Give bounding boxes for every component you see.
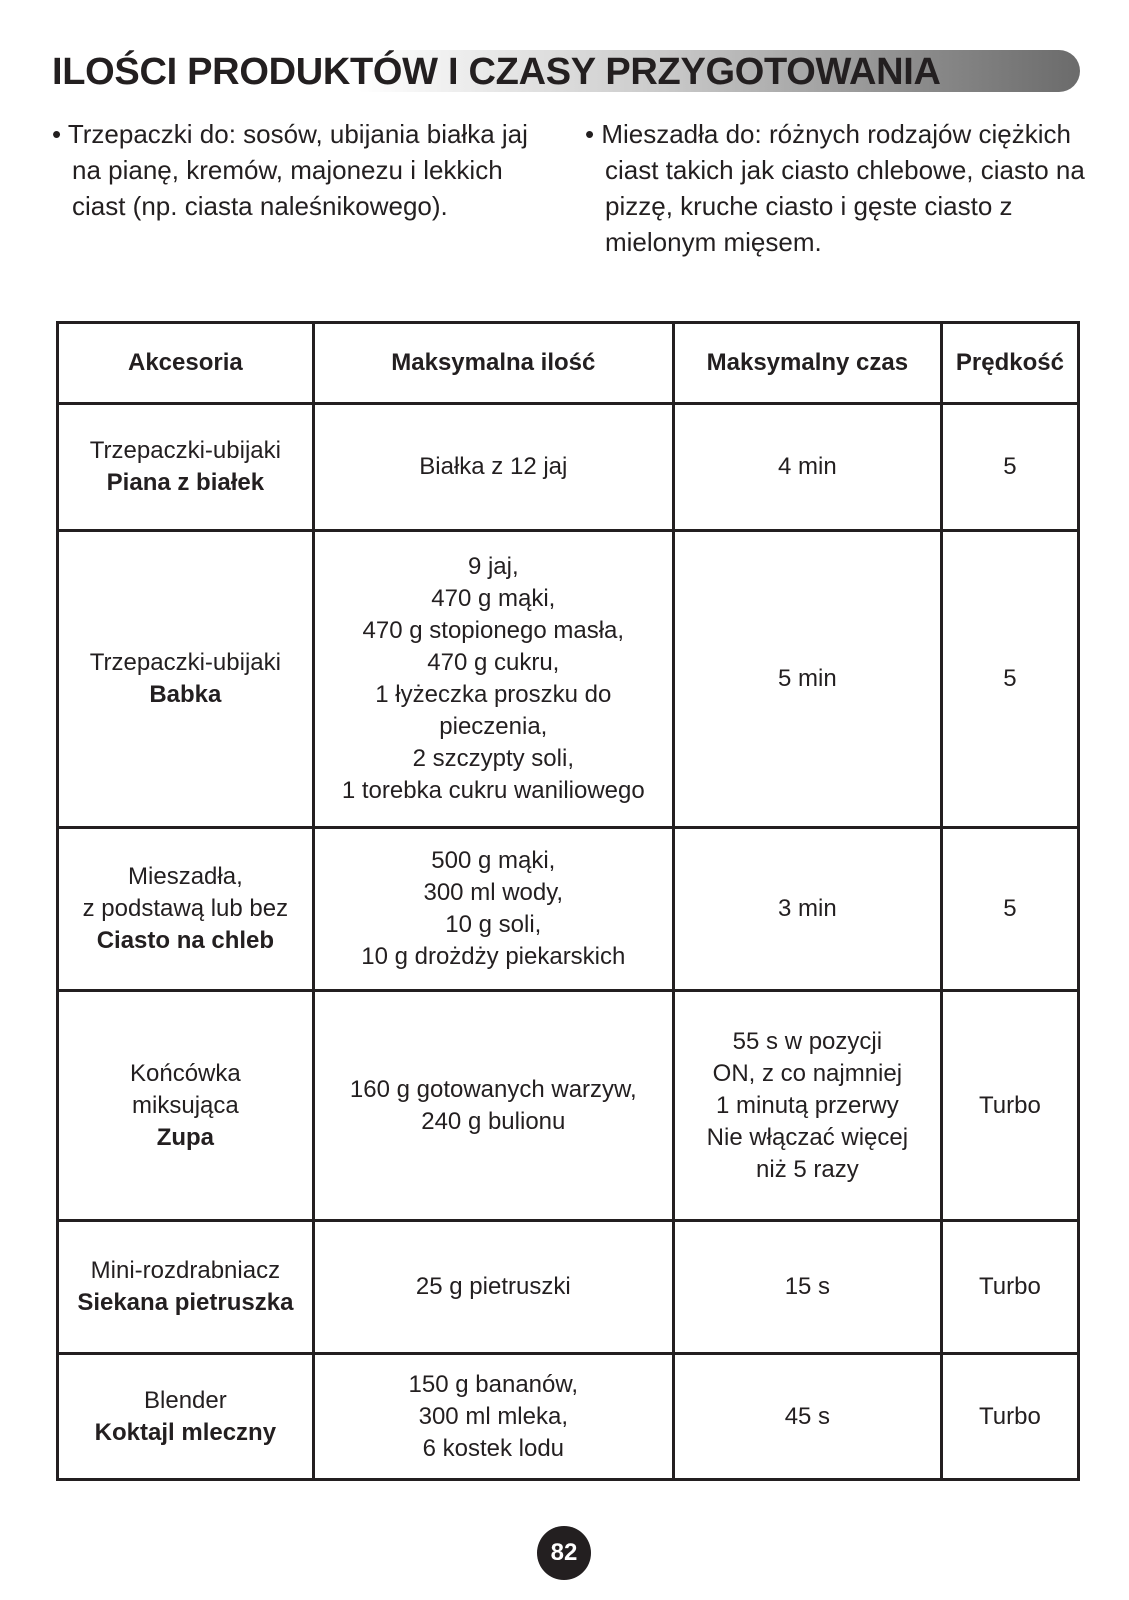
cell-line: 55 s w pozycji (732, 1027, 883, 1055)
cell-quantity (313, 1221, 673, 1354)
cell-line: 1 minutą przerwy (716, 1091, 899, 1119)
cell-line: 15 s (784, 1273, 831, 1300)
cell-line: 470 g mąki, (431, 585, 556, 612)
cell-line: niż 5 razy (756, 1155, 859, 1183)
cell-line: pieczenia, (439, 713, 548, 740)
cell-time (673, 828, 941, 991)
intro-kneaders (585, 116, 1085, 260)
table-row (58, 991, 1079, 1221)
cell-line: 500 g mąki, (431, 847, 556, 874)
table-header-row (58, 323, 1079, 404)
header-max-time: Maksymalny czas (673, 323, 941, 404)
cell-speed: Turbo (941, 1354, 1078, 1480)
table-row (58, 404, 1079, 531)
cell-line: 10 g drożdży piekarskich (361, 943, 626, 970)
recipe-name: Siekana pietruszka (77, 1289, 294, 1316)
cell-accessory (58, 991, 314, 1221)
cell-line: 160 g gotowanych warzyw, (349, 1075, 637, 1103)
cell-accessory (58, 1221, 314, 1354)
table-body (58, 404, 1079, 1480)
recipe-name: Ciasto na chleb (96, 927, 275, 954)
table-row (58, 828, 1079, 991)
cell-quantity (313, 991, 673, 1221)
cell-line: 10 g soli, (445, 911, 542, 938)
cell-speed: 5 (941, 531, 1078, 828)
cell-line: 9 jaj, (467, 553, 519, 580)
page-title: ILOŚCI PRODUKTÓW I CZASY PRZYGOTOWANIA (52, 51, 941, 93)
intro-whisks (52, 116, 542, 224)
cell-quantity (313, 531, 673, 828)
cell-line: 1 torebka cukru waniliowego (341, 777, 645, 804)
recipe-name: Zupa (156, 1123, 215, 1151)
header-max-quantity: Maksymalna ilość (313, 323, 673, 404)
cell-line: 5 min (778, 665, 837, 692)
cell-line: ON, z co najmniej (712, 1059, 903, 1087)
cell-line: Nie włączać więcej (706, 1123, 909, 1151)
cell-speed: Turbo (941, 1221, 1078, 1354)
cell-quantity (313, 404, 673, 531)
cell-line: Białka z 12 jaj (419, 453, 568, 480)
cell-accessory (58, 404, 314, 531)
cell-line: Mini-rozdrabniacz (90, 1257, 281, 1284)
cell-line: 300 ml wody, (423, 879, 564, 906)
recipe-name: Babka (149, 681, 222, 708)
cell-speed: 5 (941, 404, 1078, 531)
cell-line: 25 g pietruszki (415, 1273, 571, 1300)
cell-line: Mieszadła, (128, 863, 243, 890)
intro-kneaders-text: • Mieszadła do: różnych rodzajów ciężkich ciast takich jak ciasto chlebowe, ciasto na pizzę, kruche ciasto i gęste ciasto z mielonym mięsem. (585, 119, 1085, 257)
cell-line: 470 g stopionego masła, (362, 617, 625, 644)
cell-line: 470 g cukru, (427, 649, 560, 676)
cell-line: 6 kostek lodu (422, 1434, 565, 1462)
table-row (58, 1221, 1079, 1354)
table-row (58, 1354, 1079, 1480)
cell-line: miksująca (132, 1091, 239, 1119)
cell-line: 1 łyżeczka proszku do (375, 681, 612, 708)
cell-line: 2 szczypty soli, (412, 745, 574, 772)
quantities-table (56, 321, 1080, 1481)
recipe-name: Piana z białek (106, 469, 265, 496)
cell-quantity (313, 828, 673, 991)
cell-time (673, 1354, 941, 1480)
cell-line: Blender (144, 1386, 227, 1414)
cell-accessory (58, 531, 314, 828)
header-accessory: Akcesoria (58, 323, 314, 404)
cell-speed: Turbo (941, 991, 1078, 1221)
cell-line: Trzepaczki-ubijaki (89, 649, 281, 676)
cell-line: z podstawą lub bez (82, 895, 289, 922)
cell-quantity (313, 1354, 673, 1480)
cell-line: 150 g bananów, (408, 1370, 579, 1398)
cell-line: 240 g bulionu (421, 1107, 566, 1135)
cell-line: 45 s (784, 1402, 831, 1430)
cell-line: 3 min (778, 895, 837, 922)
cell-line: 4 min (778, 453, 837, 480)
cell-speed: 5 (941, 828, 1078, 991)
table-row (58, 531, 1079, 828)
cell-time (673, 991, 941, 1221)
cell-line: Końcówka (130, 1059, 241, 1087)
header-speed: Prędkość (941, 323, 1078, 404)
cell-accessory (58, 828, 314, 991)
recipe-name: Koktajl mleczny (94, 1418, 277, 1446)
intro-whisks-text: • Trzepaczki do: sosów, ubijania białka jaj na pianę, kremów, majonezu i lekkich ciast (np. ciasta naleśnikowego). (52, 119, 528, 221)
page-number: 82 (537, 1526, 591, 1580)
cell-line: Trzepaczki-ubijaki (89, 437, 281, 464)
cell-time (673, 404, 941, 531)
cell-line: 300 ml mleka, (418, 1402, 568, 1430)
cell-accessory (58, 1354, 314, 1480)
cell-time (673, 531, 941, 828)
cell-time (673, 1221, 941, 1354)
